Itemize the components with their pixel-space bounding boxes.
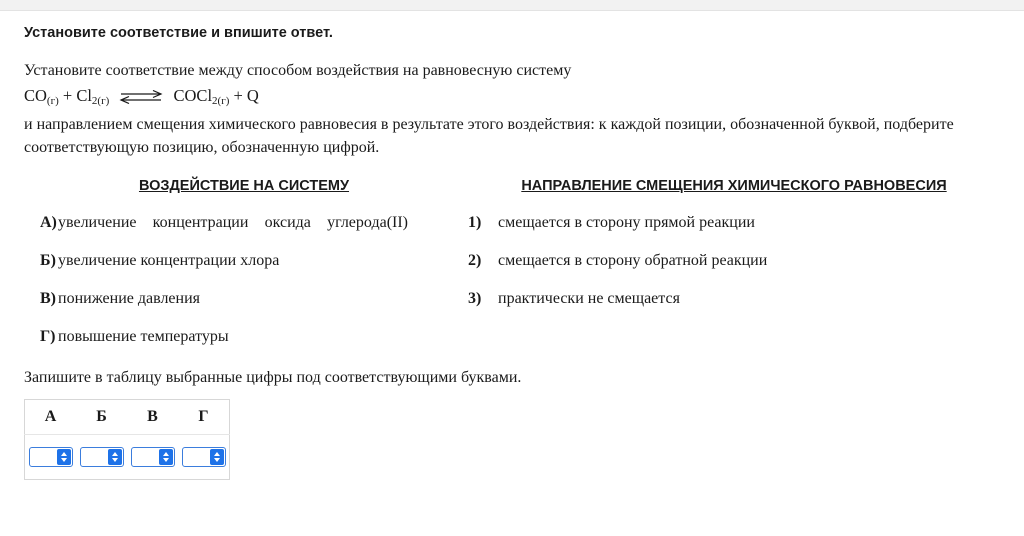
equation-plus-2: + Q <box>229 86 259 106</box>
answer-cell-b <box>76 434 127 479</box>
left-item-text: повышение температуры <box>58 327 229 345</box>
number-stepper-icon[interactable] <box>159 449 173 465</box>
equation-left-sub-1: (г) <box>46 95 59 108</box>
answer-stepper-b[interactable] <box>80 447 124 467</box>
list-item <box>24 249 464 273</box>
answer-cell-v <box>127 434 178 479</box>
number-stepper-icon[interactable] <box>210 449 224 465</box>
top-bar <box>0 0 1024 11</box>
list-item <box>24 325 464 349</box>
task-intro: Установите соответствие между способом воздействия на равновесную систему <box>24 62 572 79</box>
answer-stepper-g[interactable] <box>182 447 226 467</box>
answer-cell-a <box>25 434 77 479</box>
left-column-header: ВОЗДЕЙСТВИЕ НА СИСТЕМУ <box>138 177 350 194</box>
list-item <box>468 249 1000 273</box>
left-item-text: увеличение концентрации оксида углерода(II) <box>58 213 408 231</box>
table-row <box>25 434 230 479</box>
chemical-equation <box>24 86 1000 107</box>
equilibrium-arrow-icon <box>119 90 163 104</box>
left-item-marker: А) <box>40 213 57 231</box>
right-item-text: смещается в сторону прямой реакции <box>498 213 755 231</box>
answer-instruction: Запишите в таблицу выбранные цифры под соответствующими буквами. <box>24 368 522 386</box>
right-column <box>464 176 1000 363</box>
column-header-b: Б <box>76 399 127 434</box>
answer-stepper-a[interactable] <box>29 447 73 467</box>
left-column <box>24 176 464 363</box>
right-item-text: смещается в сторону обратной реакции <box>498 251 768 269</box>
answer-table <box>24 399 230 480</box>
column-header-g: Г <box>178 399 230 434</box>
right-item-marker: 2) <box>468 251 482 269</box>
equation-left-species-1: CO <box>24 86 47 106</box>
matching-columns <box>24 176 1000 363</box>
equation-right-sub-1: 2(г) <box>212 95 230 108</box>
left-item-marker: Г) <box>40 327 56 345</box>
column-header-v: В <box>127 399 178 434</box>
list-item <box>468 211 1000 235</box>
right-item-text: практически не смещается <box>498 289 680 307</box>
number-stepper-icon[interactable] <box>57 449 71 465</box>
right-item-marker: 3) <box>468 289 482 307</box>
equation-left-sub-2: 2(г) <box>91 95 110 108</box>
equation-right-species-1: COCl <box>173 86 213 106</box>
left-item-text: понижение давления <box>58 289 201 307</box>
number-stepper-icon[interactable] <box>108 449 122 465</box>
answer-stepper-v[interactable] <box>131 447 175 467</box>
table-header-row <box>25 399 230 434</box>
right-column-header: НАПРАВЛЕНИЕ СМЕЩЕНИЯ ХИМИЧЕСКОГО РАВНОВЕСИЯ <box>521 177 947 194</box>
answer-cell-g <box>178 434 230 479</box>
left-item-marker: В) <box>40 289 56 307</box>
left-item-marker: Б) <box>40 251 56 269</box>
left-item-text: увеличение концентрации хлора <box>58 251 280 269</box>
list-item <box>24 211 464 235</box>
page-title: Установите соответствие и впишите ответ. <box>24 25 333 41</box>
list-item <box>468 287 1000 311</box>
task-page <box>0 11 1024 480</box>
task-intro-continuation: и направлением смещения химического равновесия в результате этого воздействия: к каждой позиции, обозначенной буквой, подберите соответствующую позицию, обозначенную цифрой. <box>24 116 954 157</box>
equation-plus-1: + <box>58 86 77 106</box>
right-item-marker: 1) <box>468 213 482 231</box>
list-item <box>24 287 464 311</box>
column-header-a: А <box>25 399 77 434</box>
equation-left-species-2: Cl <box>76 86 92 106</box>
